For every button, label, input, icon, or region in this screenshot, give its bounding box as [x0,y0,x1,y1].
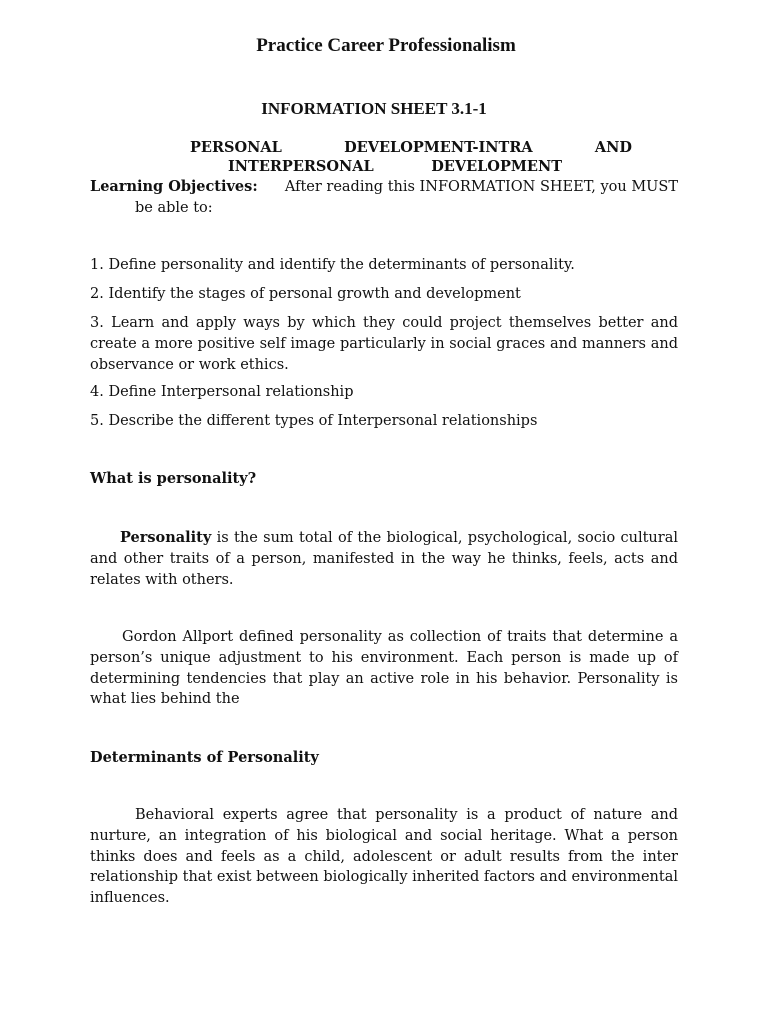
heading-word: AND [594,139,632,156]
information-sheet-label: INFORMATION SHEET 3.1-1 [261,99,487,118]
heading-word: PERSONAL [190,139,282,156]
heading-word: DEVELOPMENT [431,158,562,175]
allport-paragraph: Gordon Allport defined personality as collection of traits that determine a person’s unique adjustment to his environment. Each person is made up of determining tendencies that play an active role in his behavior. Personality is what lies behind the [90,629,678,708]
objective-item-5: 5. Describe the different types of Interpersonal relationships [90,413,538,429]
personality-term: Personality [120,529,212,546]
determinants-paragraph: Behavioral experts agree that personality is a product of nature and nurture, an integration of his biological and social heritage. What a person thinks does and feels as a child, adolescent or adult results from the inter relationship that exist between biologically inherited factors and environmental influences. [90,807,678,907]
section-heading-determinants: Determinants of Personality [90,749,319,766]
personality-definition-text: is the sum total of the biological, psychological, socio cultural and other traits of a person, manifested in the way he thinks, feels, acts and relates with others. [90,530,678,588]
objective-item-1: 1. Define personality and identify the determinants of personality. [90,257,575,273]
learning-objectives-label: Learning Objectives: [90,178,258,195]
learning-objectives-line [90,177,678,198]
heading-word: INTERPERSONAL [228,158,374,175]
section-heading-line-2 [228,158,562,175]
personality-definition-paragraph [90,528,678,590]
objective-item-3: 3. Learn and apply ways by which they could project themselves better and create a more positive self image particularly in social graces and manners and observance or work ethics. [90,315,678,373]
section-heading-personality: What is personality? [90,470,257,487]
learning-objectives-continuation: be able to: [135,200,213,216]
objective-item-2: 2. Identify the stages of personal growth and development [90,286,521,302]
heading-word: DEVELOPMENT-INTRA [344,139,533,156]
document-title: Practice Career Professionalism [256,35,516,56]
section-heading-line-1 [190,139,632,156]
objective-item-4: 4. Define Interpersonal relationship [90,384,354,400]
learning-objectives-text: After reading this INFORMATION SHEET, you MUST [284,179,678,195]
